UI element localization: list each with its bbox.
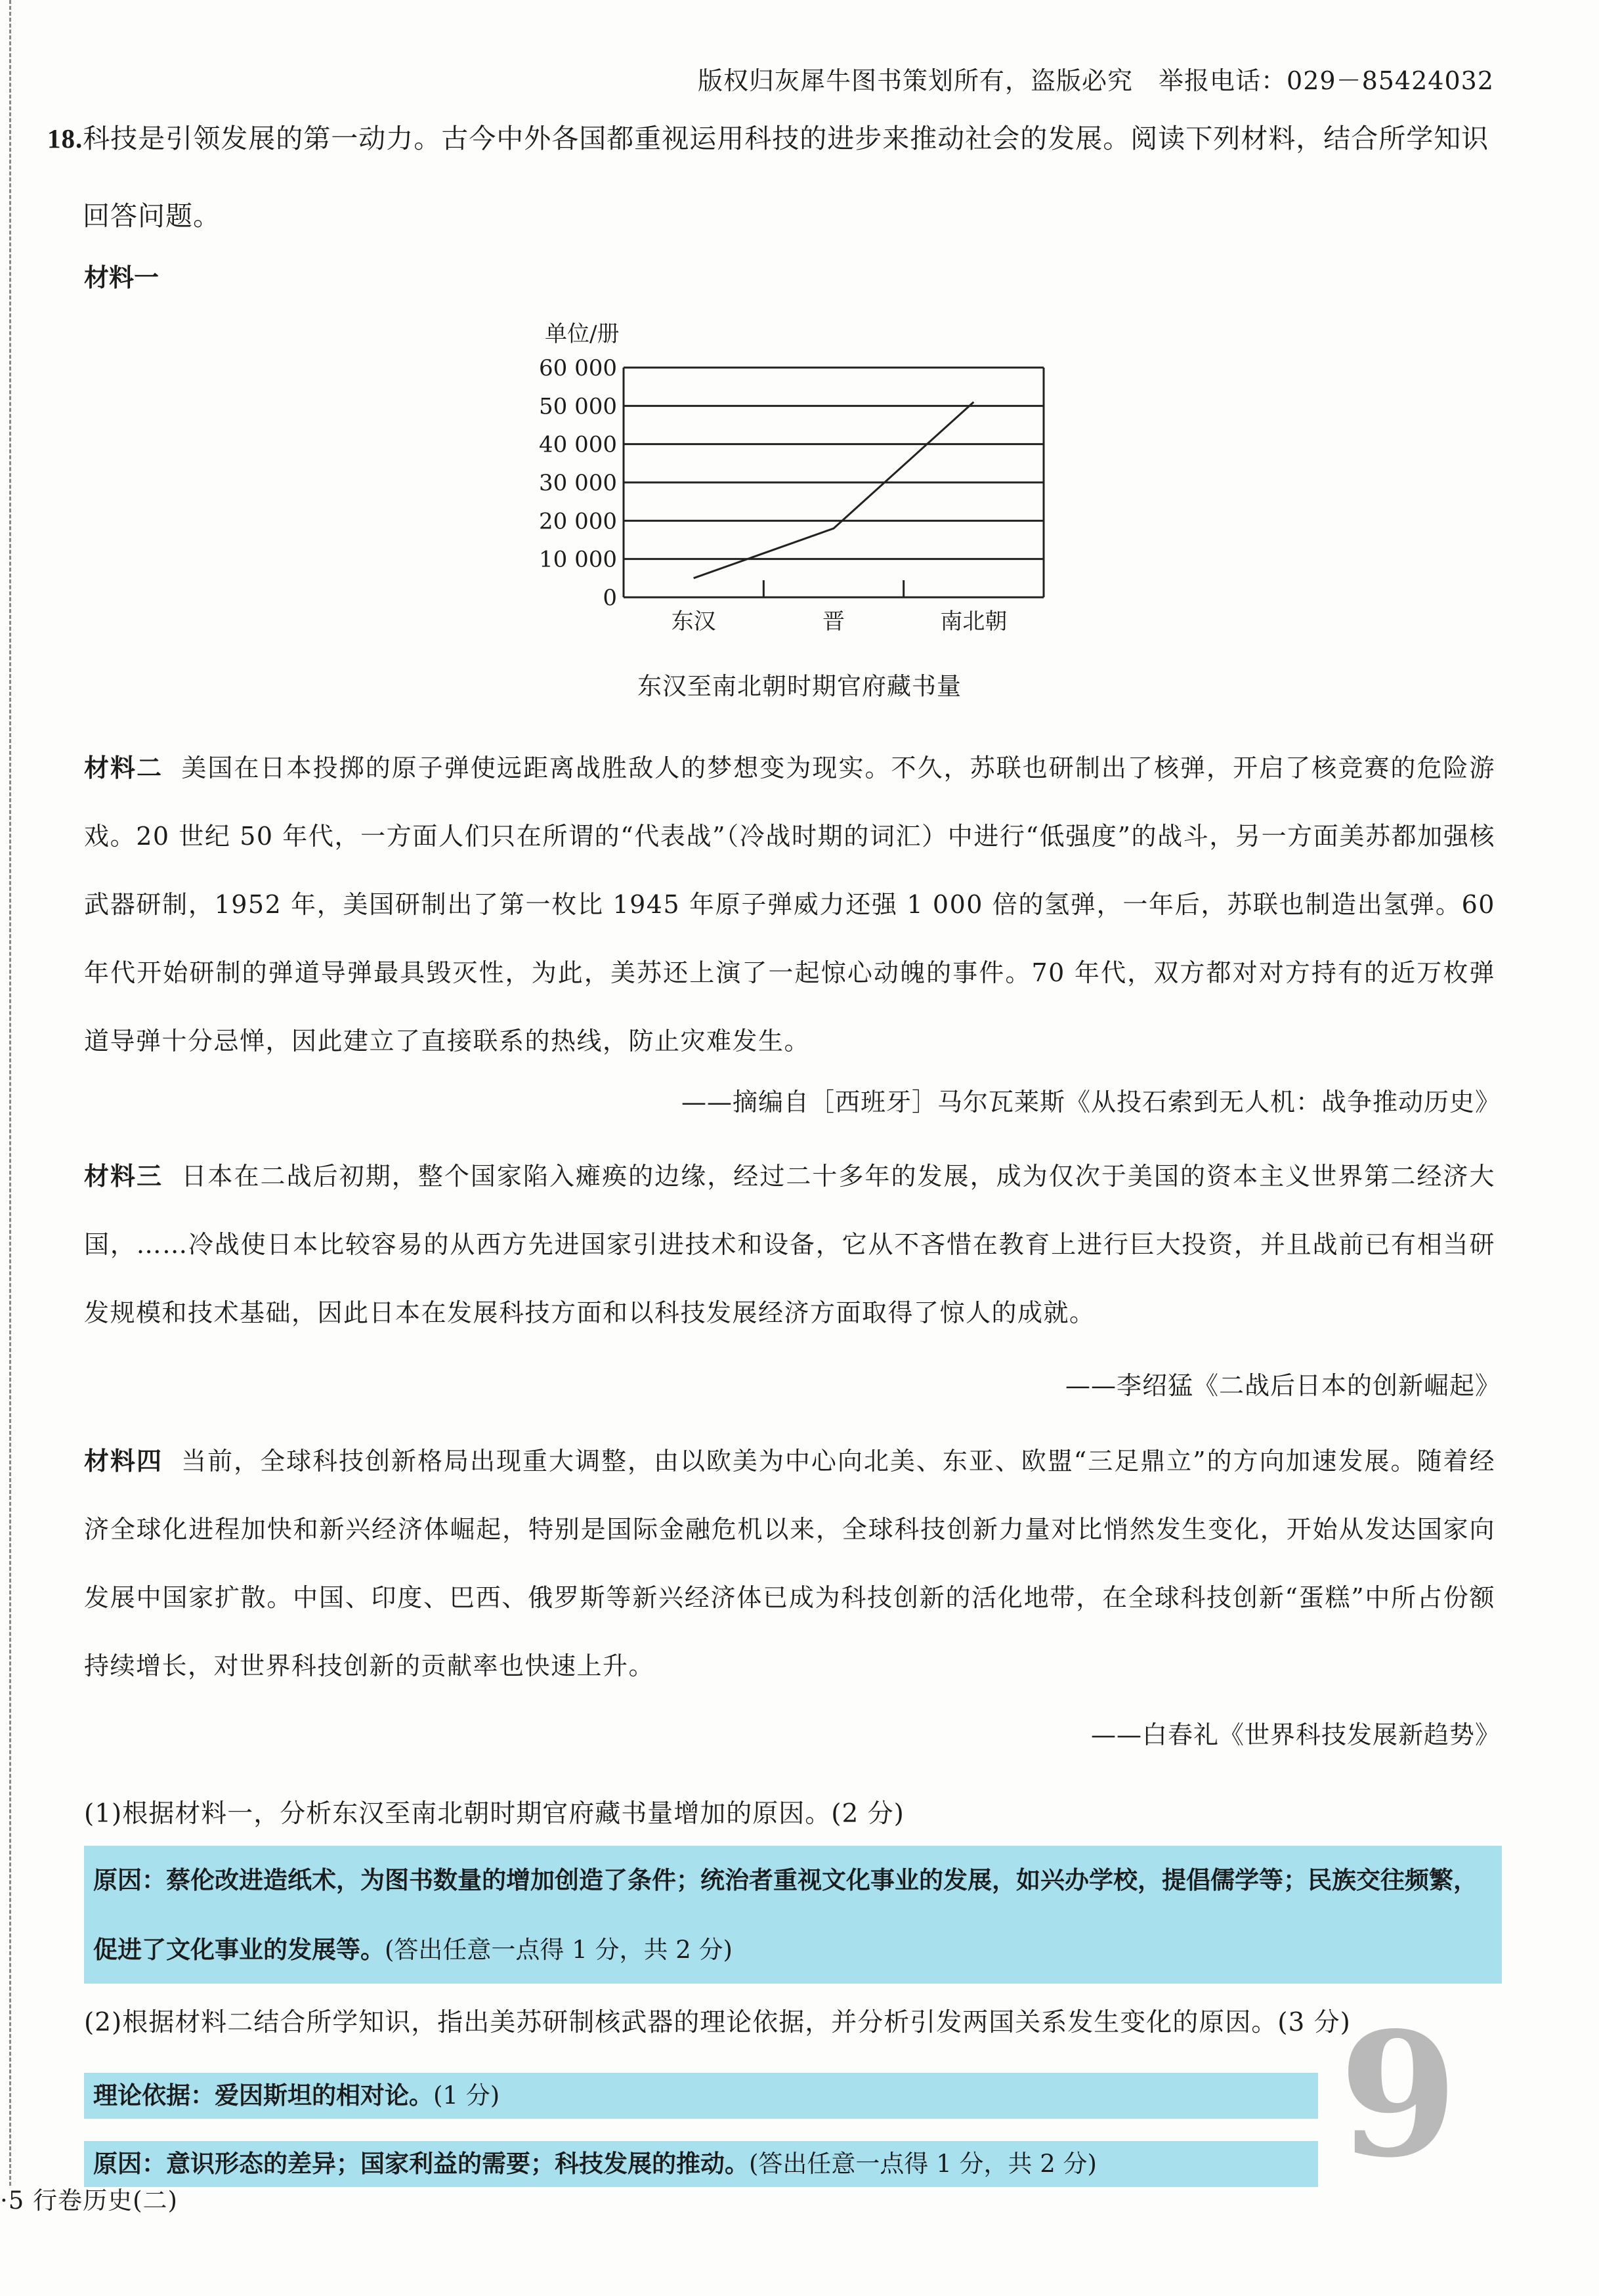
binding-margin-line bbox=[9, 0, 11, 2186]
question-stem bbox=[47, 100, 1518, 255]
chart-y-tick-label: 50 000 bbox=[539, 393, 617, 420]
book-collection-chart bbox=[512, 308, 1077, 650]
chart-x-tick-label: 南北朝 bbox=[940, 608, 1008, 635]
sub-question-1: (1)根据材料一，分析东汉至南北朝时期官府藏书量增加的原因。(2 分) bbox=[84, 1799, 905, 1829]
material3-text: 日本在二战后初期，整个国家陷入瘫痪的边缘，经过二十多年的发展，成为仅次于美国的资本主义世界第二经济大国，……冷战使日本比较容易的从西方先进国家引进技术和设备，它从不吝惜在教育上进行巨大投资，并且战前已有相当研发规模和技术基础，因此日本在发展科技方面和以科技发展经济方面取得了惊人的成就。 bbox=[84, 1162, 1495, 1327]
answer-1-text: 原因：蔡伦改进造纸术，为图书数量的增加创造了条件；统治者重视文化事业的发展，如兴办学校，提倡儒学等；民族交往频繁，促进了文化事业的发展等。 bbox=[93, 1866, 1478, 1964]
sub-question-2: (2)根据材料二结合所学知识，指出美苏研制核武器的理论依据，并分析引发两国关系发生变化的原因。(3 分) bbox=[84, 2008, 1351, 2037]
chart-y-tick-label: 10 000 bbox=[539, 546, 617, 573]
material2-source: ——摘编自［西班牙］马尔瓦莱斯《从投石索到无人机：战争推动历史》 bbox=[681, 1088, 1501, 1116]
material2-label: 材料二 bbox=[84, 754, 163, 782]
answer-2-reason-note: (答出任意一点得 1 分，共 2 分) bbox=[749, 2150, 1097, 2178]
chart-x-tick-label: 晋 bbox=[822, 608, 845, 635]
answer-box-2-reason bbox=[84, 2141, 1318, 2187]
answer-2-reason-text: 原因：意识形态的差异；国家利益的需要；科技发展的推动。 bbox=[93, 2150, 749, 2178]
chart-y-tick-label: 40 000 bbox=[539, 431, 617, 458]
footer-label: ·5 行卷历史(二) bbox=[0, 2186, 178, 2215]
chart-x-tick-label: 东汉 bbox=[671, 608, 716, 635]
chart-unit-label: 单位/册 bbox=[545, 321, 620, 347]
material2-text: 美国在日本投掷的原子弹使远距离战胜敌人的梦想变为现实。不久，苏联也研制出了核弹，开启了核竞赛的危险游戏。20 世纪 50 年代，一方面人们只在所谓的“代表战”（冷战时期的词汇）中进行“低强度”的战斗，另一方面美苏都加强核武器研制，1952 年，美国研制出了第一枚比 1945 年原子弹威力还强 1 000 倍的氢弹，一年后，苏联也制造出氢弹。60 年代开始研制的弹道导弹最具毁灭性，为此，美苏还上演了一起惊心动魄的事件。70 年代，双方都对对方持有的近万枚弹道导弹十分忌惮，因此建立了直接联系的热线，防止灾难发生。 bbox=[84, 754, 1495, 1055]
chart-caption: 东汉至南北朝时期官府藏书量 bbox=[637, 672, 962, 700]
question-number: 18. bbox=[47, 123, 83, 154]
chart-y-tick-label: 20 000 bbox=[539, 508, 617, 535]
chart-y-tick-label: 30 000 bbox=[539, 470, 617, 496]
question-stem-line1: 科技是引领发展的第一动力。古今中外各国都重视运用科技的进步来推动社会的发展。阅读下列材料，结合所学知识 bbox=[83, 123, 1489, 154]
material2-paragraph bbox=[84, 734, 1495, 1075]
material3-label: 材料三 bbox=[84, 1162, 163, 1191]
material4-source: ——白春礼《世界科技发展新趋势》 bbox=[1090, 1720, 1501, 1749]
chart-series-line bbox=[694, 402, 974, 578]
material3-source: ——李绍猛《二战后日本的创新崛起》 bbox=[1065, 1371, 1501, 1400]
chart-y-tick-label: 60 000 bbox=[539, 355, 617, 381]
answer-box-2-theory bbox=[84, 2073, 1318, 2119]
material1-label: 材料一 bbox=[84, 263, 160, 292]
material4-label: 材料四 bbox=[84, 1447, 163, 1476]
copyright-header: 版权归灰犀牛图书策划所有，盗版必究 举报电话：029－85424032 bbox=[698, 66, 1494, 95]
material3-paragraph bbox=[84, 1142, 1495, 1347]
page-number: 9 bbox=[1339, 1995, 1458, 2196]
answer-1-note: (答出任意一点得 1 分，共 2 分) bbox=[385, 1936, 733, 1964]
question-stem-line2: 回答问题。 bbox=[83, 200, 221, 232]
answer-box-1 bbox=[84, 1846, 1502, 1984]
answer-2-theory-note: (1 分) bbox=[433, 2081, 500, 2110]
answer-2-theory-text: 理论依据：爱因斯坦的相对论。 bbox=[93, 2081, 433, 2110]
material4-text: 当前，全球科技创新格局出现重大调整，由以欧美为中心向北美、东亚、欧盟“三足鼎立”的方向加速发展。随着经济全球化进程加快和新兴经济体崛起，特别是国际金融危机以来，全球科技创新力量对比悄然发生变化，开始从发达国家向发展中国家扩散。中国、印度、巴西、俄罗斯等新兴经济体已成为科技创新的活化地带，在全球科技创新“蛋糕”中所占份额持续增长，对世界科技创新的贡献率也快速上升。 bbox=[84, 1447, 1495, 1680]
material4-paragraph bbox=[84, 1427, 1495, 1700]
chart-y-tick-label: 0 bbox=[603, 585, 617, 611]
